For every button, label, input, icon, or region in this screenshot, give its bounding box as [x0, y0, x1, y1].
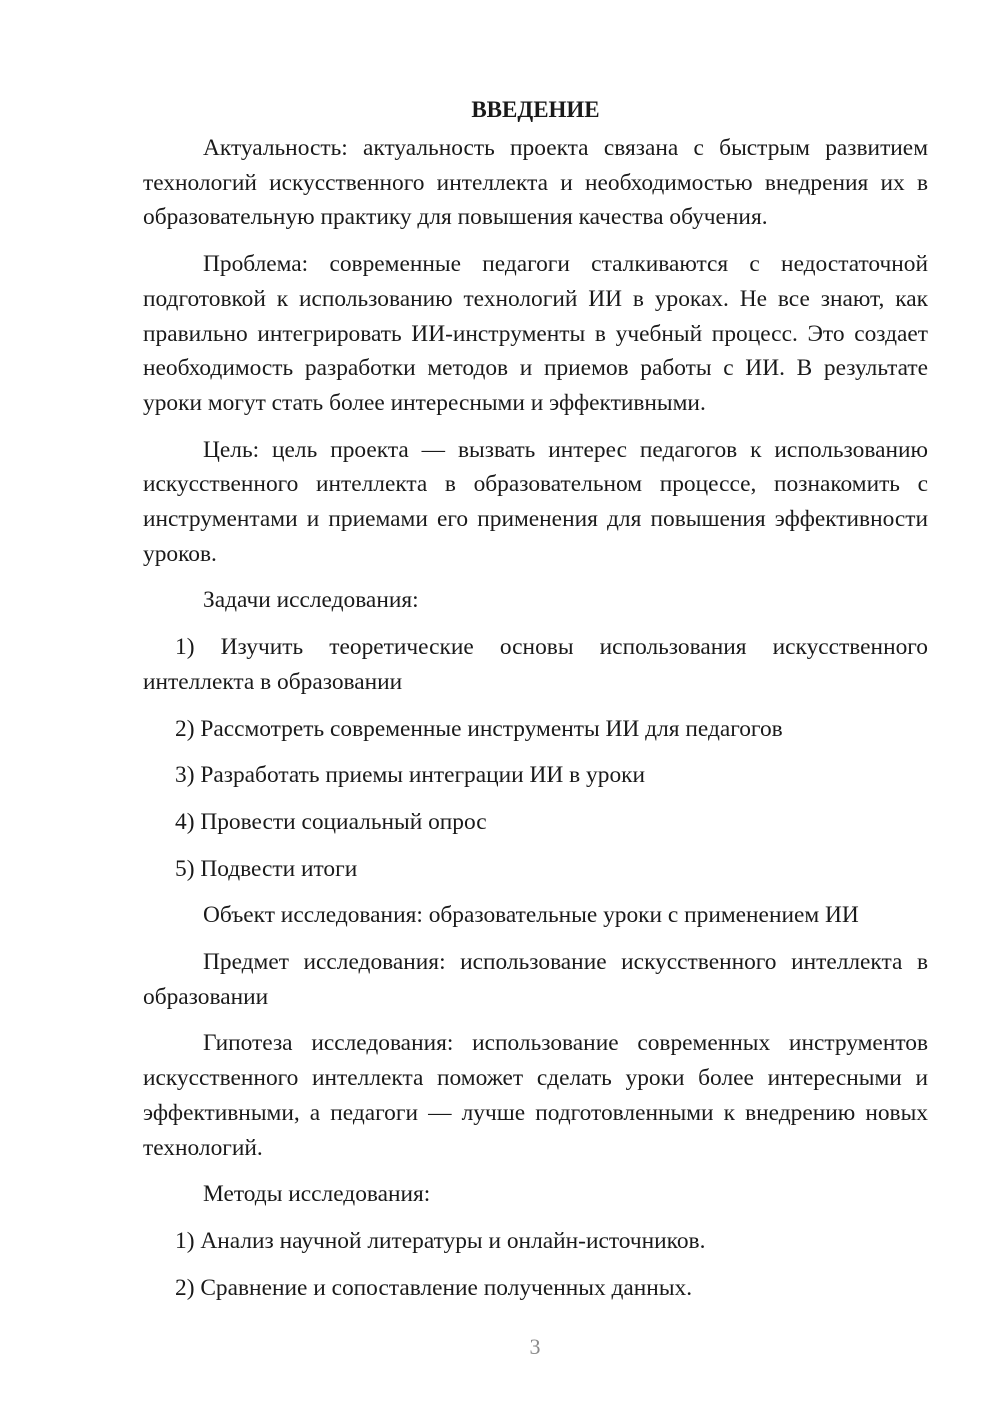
method-item-1: 1) Анализ научной литературы и онлайн-источников.	[175, 1227, 706, 1254]
task-item-1: 1) Изучить теоретические основы использования искусственного интеллекта в образовании	[143, 634, 928, 695]
goal-paragraph: Цель: цель проекта — вызвать интерес педагогов к использованию искусственного интеллекта в образовательном процессе, познакомить с инструментами и приемами его применения для повышения эффективности уроков.	[143, 436, 928, 567]
tasks-heading: Задачи исследования:	[203, 587, 419, 614]
page-title: ВВЕДЕНИЕ	[471, 97, 600, 122]
method-item-2: 2) Сравнение и сопоставление полученных данных.	[175, 1274, 693, 1301]
task-item-2: 2) Рассмотреть современные инструменты ИИ для педагогов	[175, 715, 783, 742]
task-item-3: 3) Разработать приемы интеграции ИИ в уроки	[175, 762, 646, 789]
problem-paragraph: Проблема: современные педагоги сталкиваются с недостаточной подготовкой к использованию технологий ИИ в уроках. Не все знают, как правильно интегрировать ИИ-инструменты в учебный процесс. Это создает необходимость разработки методов и приемов работы с ИИ. В результате уроки могут стать более интересными и эффективными.	[143, 251, 928, 416]
task-item-4: 4) Провести социальный опрос	[175, 808, 487, 835]
methods-heading: Методы исследования:	[203, 1181, 431, 1208]
hypothesis-paragraph: Гипотеза исследования: использование современных инструментов искусственного интеллекта поможет сделать уроки более интересными и эффективными, а педагоги — лучше подготовленными к внедрению новых технологий.	[143, 1030, 928, 1161]
object-paragraph: Объект исследования: образовательные уроки с применением ИИ	[203, 902, 859, 929]
task-item-5: 5) Подвести итоги	[175, 855, 358, 882]
subject-paragraph: Предмет исследования: использование искусственного интеллекта в образовании	[143, 949, 928, 1010]
relevance-paragraph: Актуальность: актуальность проекта связана с быстрым развитием технологий искусственного интеллекта и необходимостью внедрения их в образовательную практику для повышения качества обучения.	[143, 135, 928, 231]
page-content	[143, 93, 928, 1317]
page-number: 3	[529, 1334, 541, 1359]
